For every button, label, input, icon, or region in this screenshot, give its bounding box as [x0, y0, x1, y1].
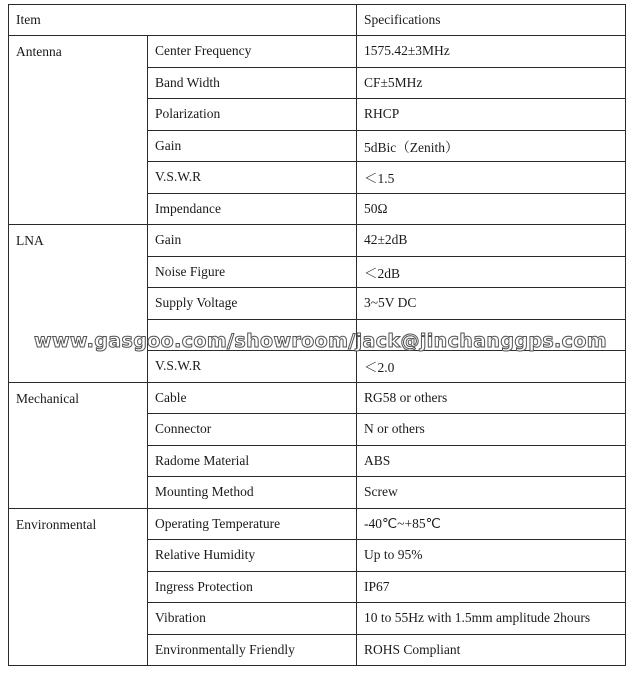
value-cell: ＜2.0 [357, 351, 626, 383]
param-cell: V.S.W.R [148, 351, 357, 383]
group-environmental: Environmental [9, 508, 148, 666]
value-cell: IP67 [357, 571, 626, 603]
value-cell: Screw [357, 477, 626, 509]
table-row [9, 225, 626, 257]
param-cell: Radome Material [148, 445, 357, 477]
value-cell: 5dBic（Zenith） [357, 130, 626, 162]
table-header-row [9, 5, 626, 36]
param-cell: Gain [148, 130, 357, 162]
param-cell: Band Width [148, 67, 357, 99]
value-cell: ABS [357, 445, 626, 477]
table-row [9, 508, 626, 540]
header-specifications: Specifications [357, 5, 626, 36]
param-cell: Operating Temperature [148, 508, 357, 540]
param-cell: Cable [148, 382, 357, 414]
param-cell: Center Frequency [148, 36, 357, 68]
param-cell: Supply Voltage [148, 288, 357, 320]
param-cell: Gain [148, 225, 357, 257]
value-cell: ＜1.5 [357, 162, 626, 194]
value-cell: CF±5MHz [357, 67, 626, 99]
param-cell: Ingress Protection [148, 571, 357, 603]
table-row [9, 382, 626, 414]
param-cell: Mounting Method [148, 477, 357, 509]
param-cell: Relative Humidity [148, 540, 357, 572]
watermark-text: www.gasgoo.com/showroom/jack@jinchanggps.com [34, 330, 607, 352]
table-row [9, 36, 626, 68]
value-cell: N or others [357, 414, 626, 446]
group-antenna: Antenna [9, 36, 148, 225]
value-cell: -40℃~+85℃ [357, 508, 626, 540]
value-cell: 50Ω [357, 193, 626, 225]
value-cell: 3~5V DC [357, 288, 626, 320]
value-cell: RHCP [357, 99, 626, 131]
group-lna: LNA [9, 225, 148, 383]
value-cell: ROHS Compliant [357, 634, 626, 666]
value-cell: 42±2dB [357, 225, 626, 257]
param-cell: Noise Figure [148, 256, 357, 288]
value-cell: ＜2dB [357, 256, 626, 288]
param-cell: Environmentally Friendly [148, 634, 357, 666]
value-cell: 1575.42±3MHz [357, 36, 626, 68]
param-cell: Vibration [148, 603, 357, 635]
value-cell: RG58 or others [357, 382, 626, 414]
header-item: Item [9, 5, 357, 36]
value-cell: Up to 95% [357, 540, 626, 572]
param-cell: Polarization [148, 99, 357, 131]
group-mechanical: Mechanical [9, 382, 148, 508]
param-cell: Impendance [148, 193, 357, 225]
param-cell: Connector [148, 414, 357, 446]
param-cell: V.S.W.R [148, 162, 357, 194]
value-cell: 10 to 55Hz with 1.5mm amplitude 2hours [357, 603, 626, 635]
